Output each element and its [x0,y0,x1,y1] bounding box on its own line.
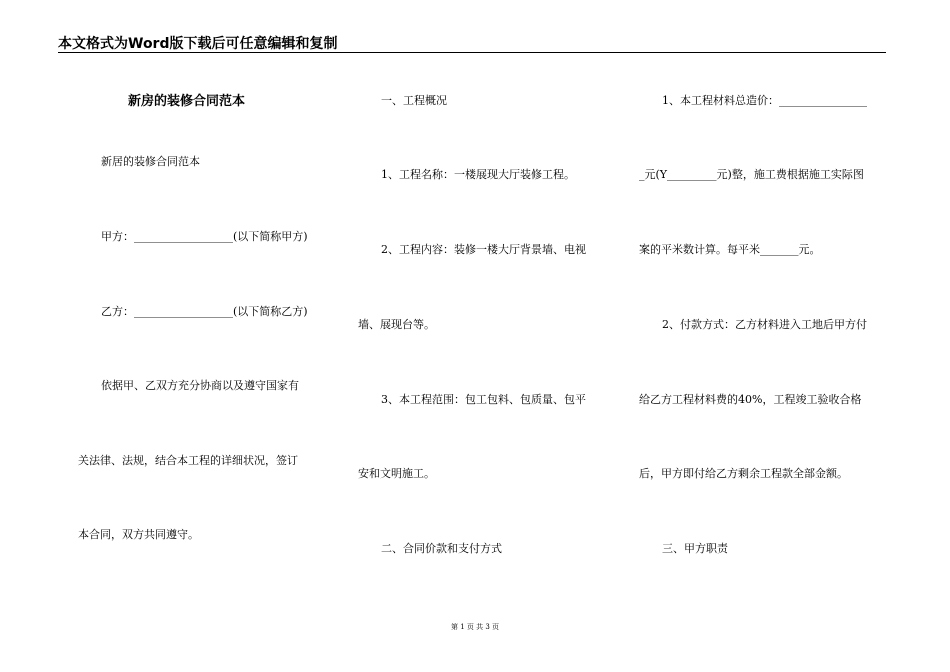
document-title: 新房的装修合同范本 [128,94,246,109]
paragraph-line: 2、付款方式：乙方材料进入工地后甲方付 [662,318,867,331]
paragraph-line: 依据甲、乙双方充分协商以及遵守国家有 [101,379,299,392]
section-heading: 三、甲方职责 [662,542,728,555]
paragraph-line: 关法律、法规，结合本工程的详细状况，签订 [78,454,298,467]
paragraph-line: _元(Y_________元)整，施工费根据施工实际图 [639,168,864,181]
paragraph-line: 案的平米数计算。每平米_______元。 [639,243,821,256]
section-heading: 一、工程概况 [381,94,447,107]
paragraph-line: 本合同，双方共同遵守。 [78,528,199,541]
paragraph-line: 墙、展现台等。 [358,318,435,331]
paragraph-line: 新居的装修合同范本 [101,155,200,168]
section-heading: 二、合同价款和支付方式 [381,542,502,555]
paragraph-line: 甲方：__________________(以下简称甲方) [101,230,308,243]
paragraph-line: 乙方：__________________(以下简称乙方) [101,305,308,318]
page-number: 第 1 页 共 3 页 [450,623,500,631]
paragraph-line: 后，甲方即付给乙方剩余工程款全部金额。 [639,467,848,480]
paragraph-line: 1、本工程材料总造价：________________ [662,94,867,107]
paragraph-line: 2、工程内容：装修一楼大厅背景墙、电视 [381,243,586,256]
paragraph-line: 给乙方工程材料费的40%，工程竣工验收合格 [639,393,862,406]
document-header-banner: 本文格式为Word版下载后可任意编辑和复制 [58,36,338,52]
paragraph-line: 3、本工程范围：包工包料、包质量、包平 [381,393,586,406]
paragraph-line: 安和文明施工。 [358,467,435,480]
paragraph-line: 1、工程名称：一楼展现大厅装修工程。 [381,168,575,181]
header-divider [58,52,886,53]
